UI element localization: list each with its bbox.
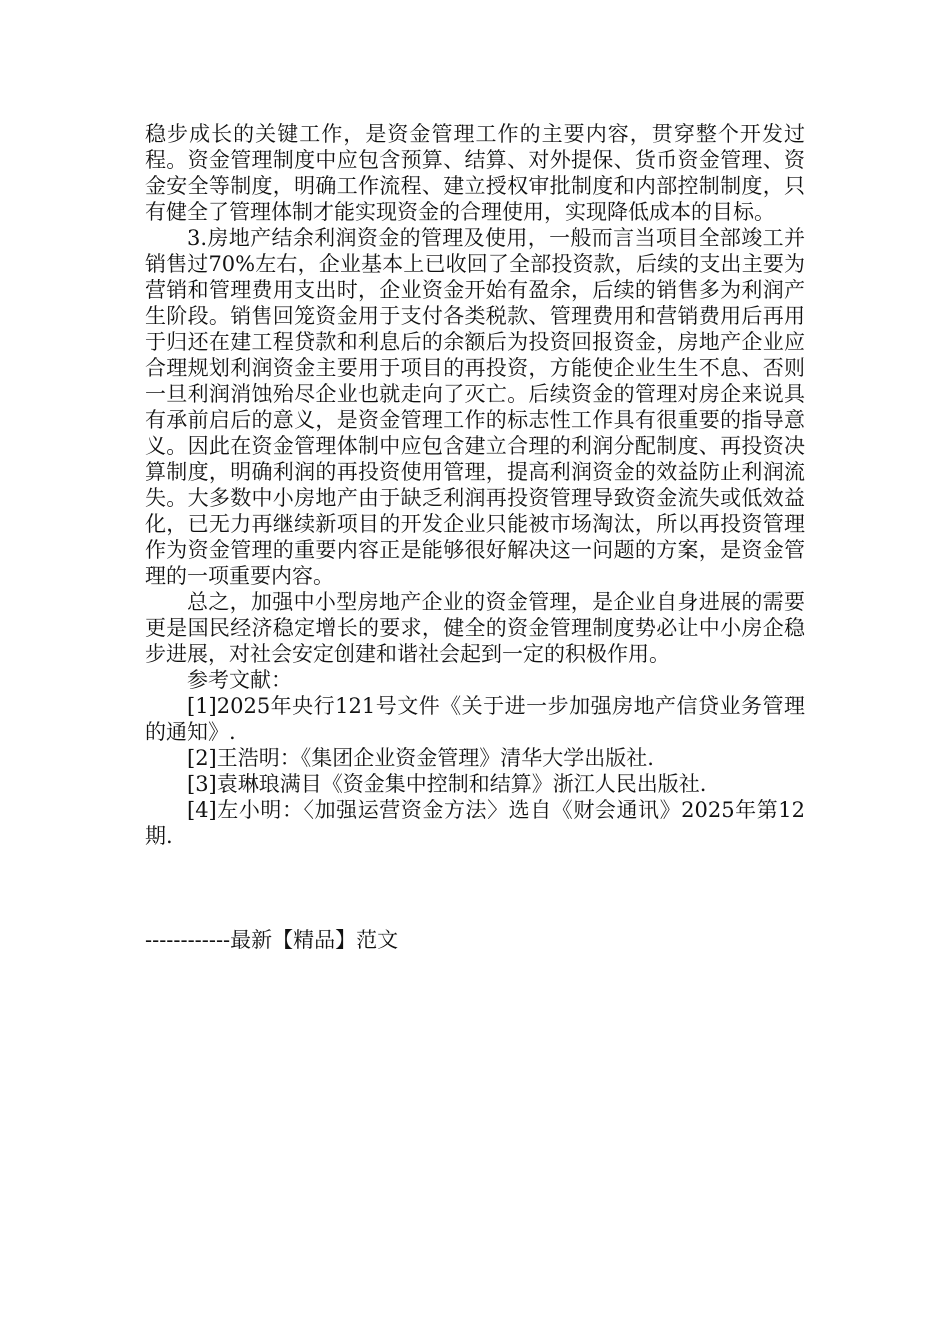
reference-item-3: [3]袁琳琅满目《资金集中控制和结算》浙江人民出版社.	[187, 772, 707, 796]
footer-text: ------------最新【精品】范文	[145, 928, 399, 952]
body-paragraph-3: 总之，加强中小型房地产企业的资金管理，是企业自身进展的需要更是国民经济稳定增长的要求，健全的资金管理制度势必让中小房企稳步进展，对社会安定创建和谐社会起到一定的积极作用。	[145, 590, 805, 666]
reference-item-2: [2]王浩明：《集团企业资金管理》清华大学出版社.	[187, 746, 654, 770]
reference-item-1: [1]2025年央行121号文件《关于进一步加强房地产信贷业务管理的通知》.	[145, 694, 805, 744]
references-heading: 参考文献：	[187, 668, 292, 692]
footer-spacer	[145, 849, 805, 927]
body-paragraph-1: 稳步成长的关键工作，是资金管理工作的主要内容，贯穿整个开发过程。资金管理制度中应包含预算、结算、对外提保、货币资金管理、资金安全等制度，明确工作流程、建立授权审批制度和内部控制制度，只有健全了管理体制才能实现资金的合理使用，实现降低成本的目标。	[145, 122, 805, 224]
reference-item-4: [4]左小明：〈加强运营资金方法〉选自《财会通讯》2025年第12期.	[145, 798, 805, 848]
document-page	[145, 121, 805, 953]
body-paragraph-2: 3.房地产结余利润资金的管理及使用，一般而言当项目全部竣工并销售过70%左右，企业基本上已收回了全部投资款，后续的支出主要为营销和管理费用支出时，企业资金开始有盈余，后续的销售多为利润产生阶段。销售回笼资金用于支付各类税款、管理费用和营销费用后再用于归还在建工程贷款和利息后的余额后为投资回报资金，房地产企业应合理规划利润资金主要用于项目的再投资，方能使企业生生不息、否则一旦利润消蚀殆尽企业也就走向了灭亡。后续资金的管理对房企来说具有承前启后的意义，是资金管理工作的标志性工作具有很重要的指导意义。因此在资金管理体制中应包含建立合理的利润分配制度、再投资决算制度，明确利润的再投资使用管理，提高利润资金的效益防止利润流失。大多数中小房地产由于缺乏利润再投资管理导致资金流失或低效益化，已无力再继续新项目的开发企业只能被市场淘汰，所以再投资管理作为资金管理的重要内容正是能够很好解决这一问题的方案，是资金管理的一项重要内容。	[145, 226, 805, 588]
